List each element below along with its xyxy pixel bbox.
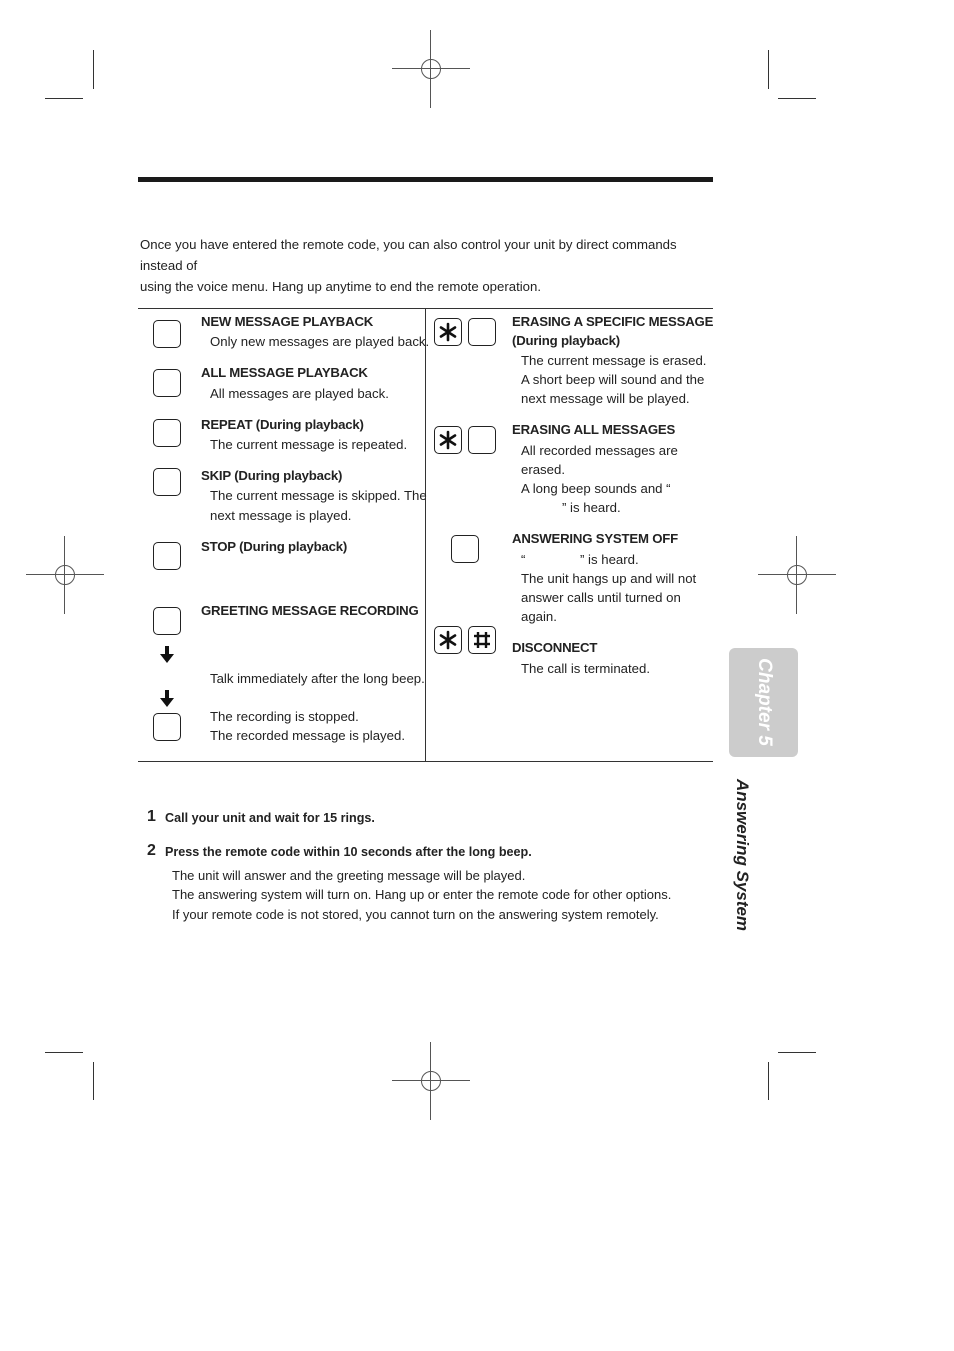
- crop-mark: [45, 98, 83, 99]
- registration-mark: [392, 30, 470, 108]
- key-button-icon: [153, 607, 181, 635]
- registration-mark: [758, 536, 836, 614]
- key-button-icon: [468, 426, 496, 454]
- command-heading: REPEAT (During playback): [201, 417, 364, 432]
- crop-mark: [778, 1052, 816, 1053]
- registration-mark: [26, 536, 104, 614]
- command-description: again.: [521, 609, 557, 624]
- command-description: All recorded messages are: [521, 443, 678, 458]
- note-line: If your remote code is not stored, you cannot turn on the answering system remotely.: [172, 906, 659, 922]
- command-heading: STOP (During playback): [201, 539, 348, 554]
- step-notes: [172, 866, 671, 924]
- command-description: ” is heard.: [562, 500, 621, 515]
- table-divider: [425, 308, 426, 762]
- down-arrow-icon: [160, 646, 174, 664]
- command-heading: ERASING A SPECIFIC MESSAGE: [512, 314, 714, 329]
- key-button-icon: [468, 318, 496, 346]
- command-heading: ERASING ALL MESSAGES: [512, 422, 676, 437]
- pound-key-icon: [468, 626, 496, 654]
- step-text: Press the remote code within 10 seconds after the long beep.: [165, 845, 532, 859]
- command-heading: GREETING MESSAGE RECORDING: [201, 603, 419, 618]
- title-rule: [138, 177, 713, 182]
- section-label: Answering System: [733, 778, 752, 932]
- key-button-icon: [153, 542, 181, 570]
- step-number: 2: [147, 842, 156, 859]
- command-description: “: [521, 552, 526, 567]
- command-description: A short beep will sound and the: [521, 372, 705, 387]
- command-description: ” is heard.: [580, 552, 639, 567]
- command-description: The current message is erased.: [521, 353, 707, 368]
- note-line: The answering system will turn on. Hang up or enter the remote code for other options.: [172, 887, 672, 903]
- command-description: The unit hangs up and will not: [521, 571, 697, 586]
- command-description: answer calls until turned on: [521, 590, 681, 605]
- step-number: 1: [147, 808, 156, 825]
- command-description: The current message is skipped. The: [210, 488, 427, 503]
- command-description: Talk immediately after the long beep.: [210, 671, 425, 686]
- intro-paragraph: [140, 234, 720, 297]
- intro-line: using the voice menu. Hang up anytime to end the remote operation.: [140, 279, 542, 294]
- star-key-icon: [434, 626, 462, 654]
- key-button-icon: [153, 468, 181, 496]
- intro-line: Once you have entered the remote code, you can also control your unit by direct commands instead of: [140, 237, 677, 273]
- step-text: Call your unit and wait for 15 rings.: [165, 811, 375, 825]
- command-description: Only new messages are played back.: [210, 334, 430, 349]
- command-heading: DISCONNECT: [512, 640, 598, 655]
- command-description: A long beep sounds and “: [521, 481, 671, 496]
- command-description: All messages are played back.: [210, 386, 389, 401]
- key-button-icon: [153, 369, 181, 397]
- command-description: The recorded message is played.: [210, 728, 405, 743]
- key-button-icon: [153, 320, 181, 348]
- command-heading: SKIP (During playback): [201, 468, 343, 483]
- command-description: The recording is stopped.: [210, 709, 359, 724]
- star-key-icon: [434, 318, 462, 346]
- command-heading: ANSWERING SYSTEM OFF: [512, 531, 678, 546]
- down-arrow-icon: [160, 690, 174, 708]
- crop-mark: [45, 1052, 83, 1053]
- command-description: The call is terminated.: [521, 661, 650, 676]
- command-heading: NEW MESSAGE PLAYBACK: [201, 314, 374, 329]
- command-heading: ALL MESSAGE PLAYBACK: [201, 365, 368, 380]
- command-heading: (During playback): [512, 333, 620, 348]
- command-description: erased.: [521, 462, 565, 477]
- chapter-tab-label: Chapter 5: [754, 658, 775, 746]
- registration-mark: [392, 1042, 470, 1120]
- crop-mark: [93, 1062, 94, 1100]
- crop-mark: [768, 50, 769, 89]
- star-key-icon: [434, 426, 462, 454]
- command-description: The current message is repeated.: [210, 437, 408, 452]
- key-button-icon: [153, 419, 181, 447]
- crop-mark: [93, 50, 94, 89]
- note-line: The unit will answer and the greeting message will be played.: [172, 868, 526, 883]
- crop-mark: [768, 1062, 769, 1100]
- command-description: next message is played.: [210, 508, 352, 523]
- key-button-icon: [153, 713, 181, 741]
- command-description: next message will be played.: [521, 391, 690, 406]
- key-button-icon: [451, 535, 479, 563]
- crop-mark: [778, 98, 816, 99]
